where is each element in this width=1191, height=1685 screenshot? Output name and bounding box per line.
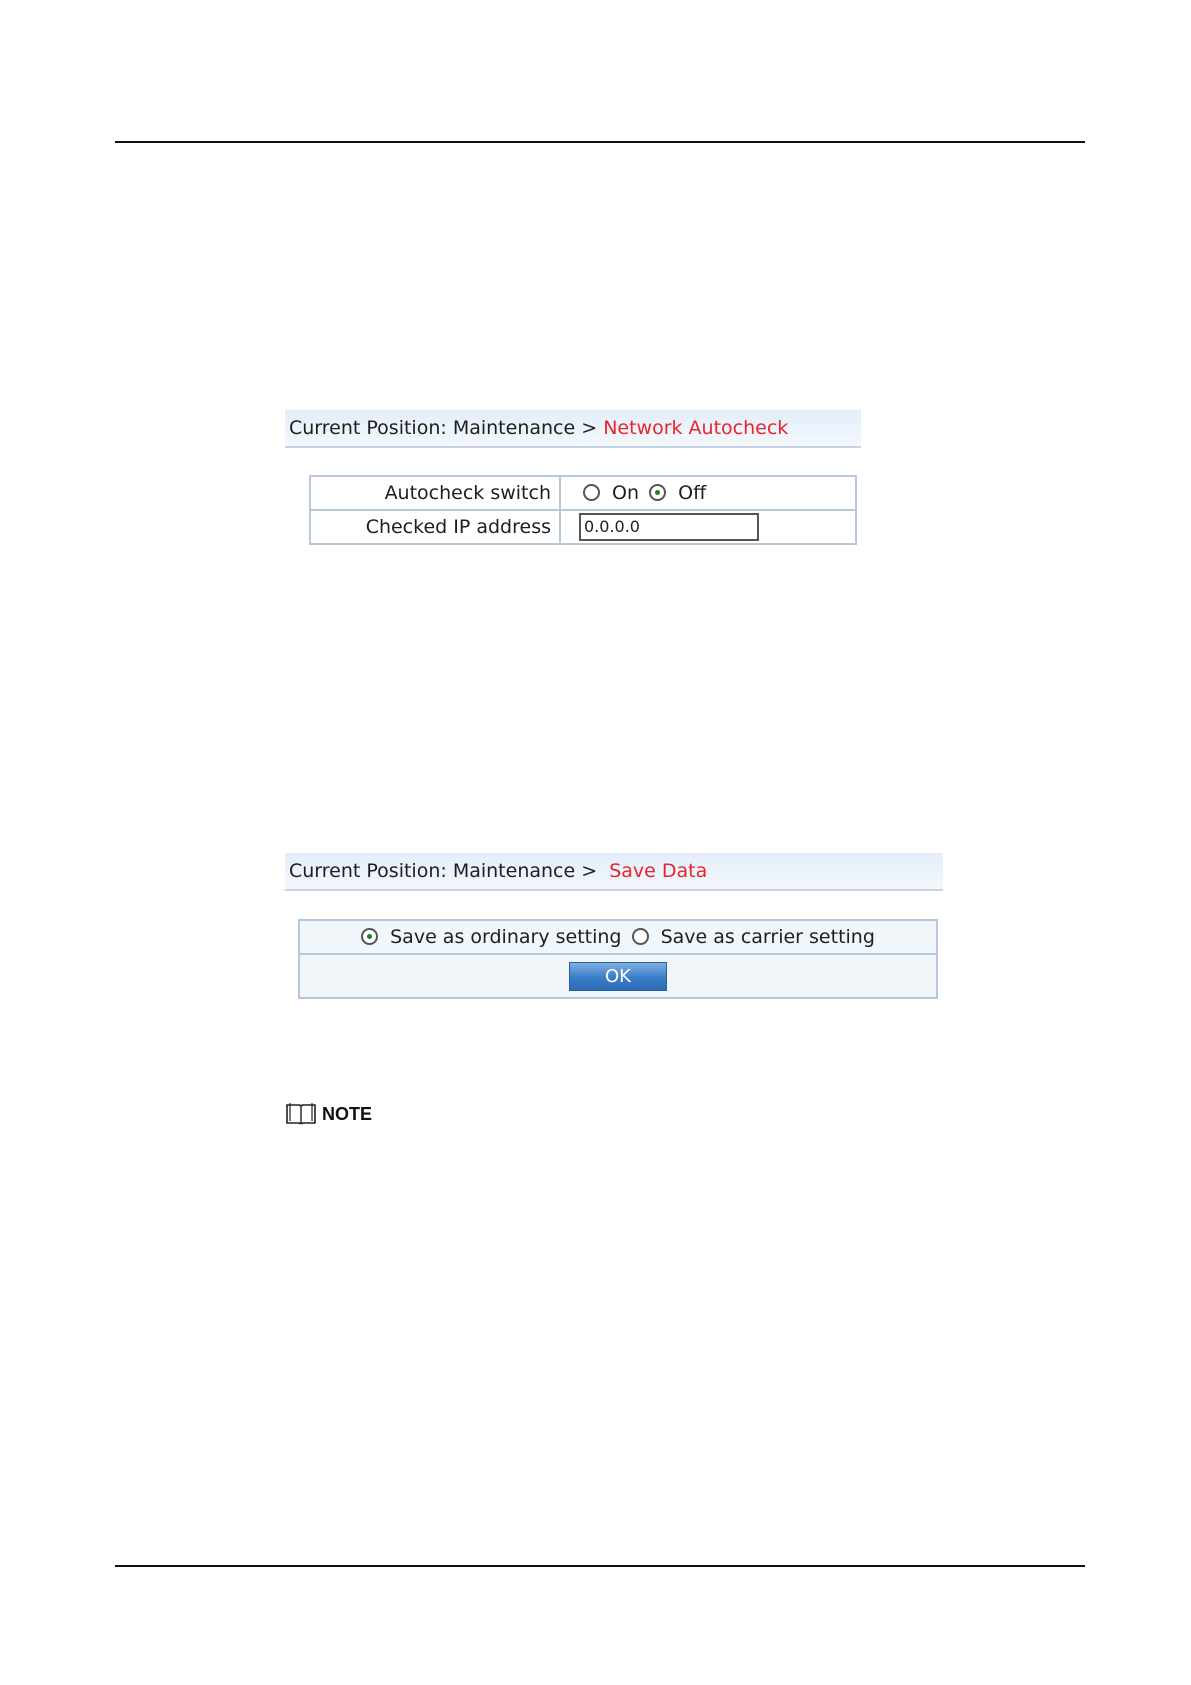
checked-ip-input[interactable]: 0.0.0.0 — [579, 513, 759, 541]
ok-button[interactable]: OK — [569, 962, 667, 991]
save-data-form — [298, 919, 938, 999]
breadcrumb-current: Save Data — [609, 860, 708, 882]
radio-carrier[interactable] — [632, 928, 649, 945]
radio-on[interactable] — [583, 484, 600, 501]
radio-ordinary-label: Save as ordinary setting — [390, 926, 622, 948]
checked-ip-cell — [560, 510, 856, 544]
autocheck-switch-row — [310, 476, 856, 510]
save-options-row — [299, 920, 937, 954]
note-heading — [285, 1102, 372, 1126]
radio-ordinary[interactable] — [361, 928, 378, 945]
breadcrumb-prefix: Current Position: Maintenance > — [289, 417, 604, 439]
breadcrumb-current: Network Autocheck — [603, 417, 789, 439]
radio-off-label: Off — [678, 482, 707, 504]
note-label: NOTE — [322, 1103, 373, 1124]
footer-rule — [115, 1565, 1085, 1567]
autocheck-switch-label: Autocheck switch — [310, 476, 560, 510]
radio-on-label: On — [612, 482, 640, 504]
breadcrumb — [285, 853, 943, 891]
breadcrumb-prefix: Current Position: Maintenance > — [289, 860, 604, 882]
checked-ip-row — [310, 510, 856, 544]
autocheck-switch-options — [560, 476, 856, 510]
save-options-cell — [299, 920, 937, 954]
save-data-panel — [285, 853, 943, 1003]
ok-row — [299, 954, 937, 998]
ok-cell — [299, 954, 937, 998]
header-rule — [115, 141, 1085, 143]
book-icon — [285, 1102, 317, 1126]
breadcrumb — [285, 410, 861, 448]
radio-carrier-label: Save as carrier setting — [660, 926, 875, 948]
network-autocheck-panel — [285, 410, 861, 555]
autocheck-form — [309, 475, 857, 545]
checked-ip-label: Checked IP address — [310, 510, 560, 544]
radio-off[interactable] — [649, 484, 666, 501]
